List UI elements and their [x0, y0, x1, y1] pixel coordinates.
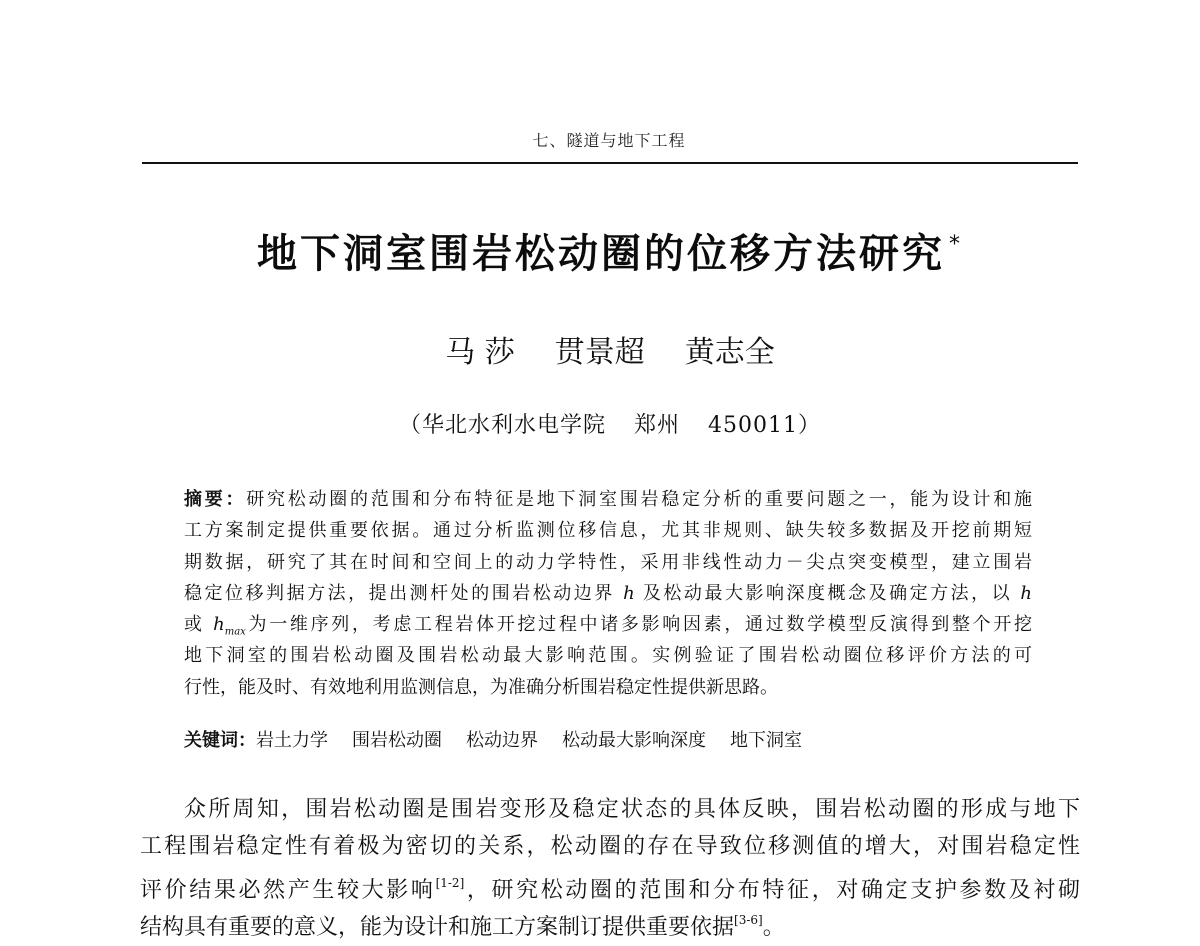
affiliation — [200, 408, 1020, 439]
abstract-line: 行性，能及时、有效地利用监测信息，为准确分析围岩稳定性提供新思路。 — [184, 676, 778, 698]
paper-title — [120, 222, 1100, 279]
header-rule — [142, 162, 1078, 164]
running-header: 七、隧道与地下工程 — [532, 131, 686, 150]
body-line: 结构具有重要的意义，能为设计和施工方案制订提供重要依据[3-6]。 — [140, 912, 785, 940]
title-text: 地下洞室围岩松动圈的位移方法研究 — [257, 231, 945, 277]
body-line: 工程围岩稳定性有着极为密切的关系，松动圈的存在导致位移测值的增大，对围岩稳定性 — [140, 833, 1080, 859]
affiliation-institution: （华北水利水电学院 — [398, 413, 606, 438]
variable-h: h — [1020, 582, 1033, 604]
variable-hmax: $h_{max}$ — [213, 614, 246, 638]
body-line: 众所周知，围岩松动圈是围岩变形及稳定状态的具体反映，围岩松动圈的形成与地下 — [184, 797, 1080, 822]
affiliation-postcode: 450011） — [708, 413, 821, 438]
affiliation-city: 郑州 — [634, 413, 681, 438]
keyword: 松动边界 — [466, 730, 538, 751]
author-2: 贯景超 — [554, 335, 645, 370]
author-1: 马 莎 — [445, 335, 515, 370]
abstract-line: 或 $h_{max}$为一维序列，考虑工程岩体开挖过程中诸多影响因素，通过数学模型反演得到整个开挖 — [184, 614, 1033, 638]
abstract-line: 期数据，研究了其在时间和空间上的动力学特性，采用非线性动力－尖点突变模型，建立围岩 — [184, 551, 1032, 573]
citation-ref: [1-2] — [435, 876, 465, 890]
abstract-line: 工方案制定提供重要依据。通过分析监测位移信息，尤其非规则、缺失较多数据及开挖前期短 — [184, 520, 1032, 542]
body-paragraph — [140, 792, 1080, 938]
abstract-line: 地下洞室的围岩松动圈及围岩松动最大影响范围。实例验证了围岩松动圈位移评价方法的可 — [184, 645, 1032, 667]
keyword: 松动最大影响深度 — [562, 730, 706, 751]
title-footnote-mark: * — [949, 232, 963, 257]
keywords-label: 关键词： — [184, 730, 256, 751]
author-3: 黄志全 — [684, 335, 775, 370]
abstract — [184, 484, 1032, 703]
keyword: 岩土力学 — [256, 730, 328, 751]
keyword: 地下洞室 — [730, 730, 802, 751]
variable-h: h — [623, 582, 635, 604]
author-list — [200, 327, 1020, 371]
abstract-line: 稳定位移判据方法，提出测杆处的围岩松动边界 h 及松动最大影响深度概念及确定方法，以 h — [184, 582, 1033, 604]
keywords — [184, 726, 1032, 752]
keyword: 围岩松动圈 — [352, 730, 442, 751]
body-line: 评价结果必然产生较大影响[1-2]，研究松动圈的范围和分布特征，对确定支护参数及衬砌 — [140, 876, 1080, 903]
citation-ref: [3-6] — [734, 912, 763, 927]
abstract-line: 摘要：研究松动圈的范围和分布特征是地下洞室围岩稳定分析的重要问题之一，能为设计和施 — [184, 489, 1032, 510]
abstract-label: 摘要： — [184, 489, 247, 510]
